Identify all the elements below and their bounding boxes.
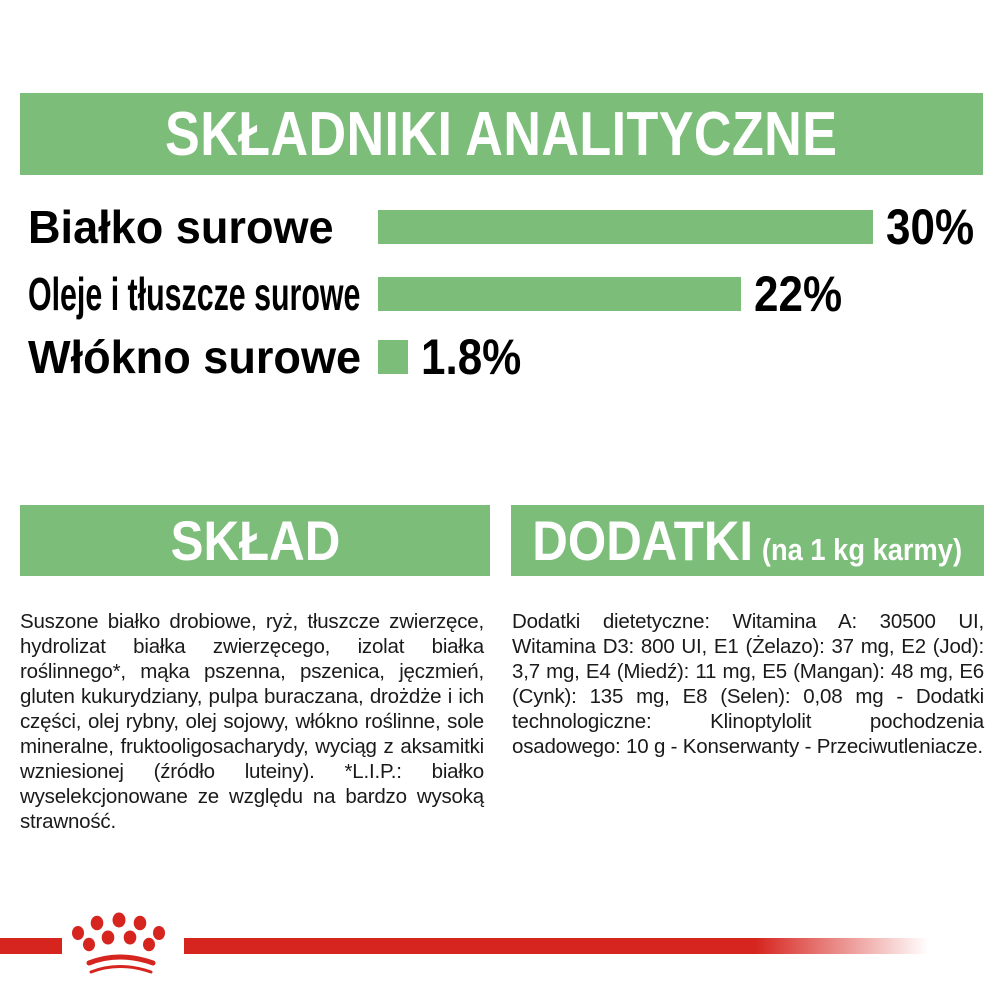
bar-crude-fat — [378, 277, 741, 311]
footer-ribbon-right — [184, 938, 936, 954]
analytical-banner-title: SKŁADNIKI ANALITYCZNE — [165, 99, 838, 169]
sklad-body-text: Suszone białko drobiowe, ryż, tłuszcze zwierzęce, hydrolizat białka zwierzęcego, izolat białka roślinnego*, mąka pszenna, pszenica, jęczmień, gluten kukurydziany, pulpa buraczana, drożdże i ich części, olej rybny, olej sojowy, włókno roślinne, sole mineralne, fruktooligosacharydy, wyciąg z aksamitki wzniesionej (źródło luteiny). *L.I.P.: białko wyselekcjonowane ze względu na bardzo wysoką strawność. — [20, 609, 484, 833]
bar-value-crude-fat: 22% — [754, 266, 843, 322]
bar-label-crude-protein: Białko surowe — [28, 201, 334, 253]
chart-row-crude-protein — [28, 199, 986, 255]
bar-crude-protein — [378, 210, 873, 244]
dodatki-header — [511, 505, 984, 576]
bar-value-crude-fibre: 1.8% — [421, 329, 522, 385]
bar-label-crude-fibre: Włókno surowe — [28, 331, 362, 383]
sklad-header — [20, 505, 490, 576]
dodatki-title: DODATKI — [532, 509, 754, 572]
dodatki-body-text: Dodatki dietetyczne: Witamina A: 30500 UI, Witamina D3: 800 UI, E1 (Żelazo): 37 mg, E2 (Jod): 3,7 mg, E4 (Miedź): 11 mg, E5 (Mangan): 48 mg, E6 (Cynk): 135 mg, E8 (Selen): 0,08 mg - Dodatki technologiczne: Klinoptylolit pochodzenia osadowego: 10 g - Konserwanty - Przeciwutleniacze. — [512, 609, 984, 758]
analytical-banner — [20, 93, 983, 175]
dodatki-subtitle: (na 1 kg karmy) — [762, 532, 963, 567]
chart-row-crude-fat — [28, 266, 854, 322]
footer-ribbon-left — [0, 938, 62, 954]
royal-canin-crown-icon — [66, 910, 170, 980]
bar-crude-fibre — [378, 340, 408, 374]
chart-row-crude-fibre — [28, 329, 535, 385]
bar-value-crude-protein: 30% — [886, 199, 975, 255]
bar-label-crude-fat: Oleje i tłuszcze surowe — [28, 268, 361, 320]
sklad-title: SKŁAD — [170, 509, 340, 572]
